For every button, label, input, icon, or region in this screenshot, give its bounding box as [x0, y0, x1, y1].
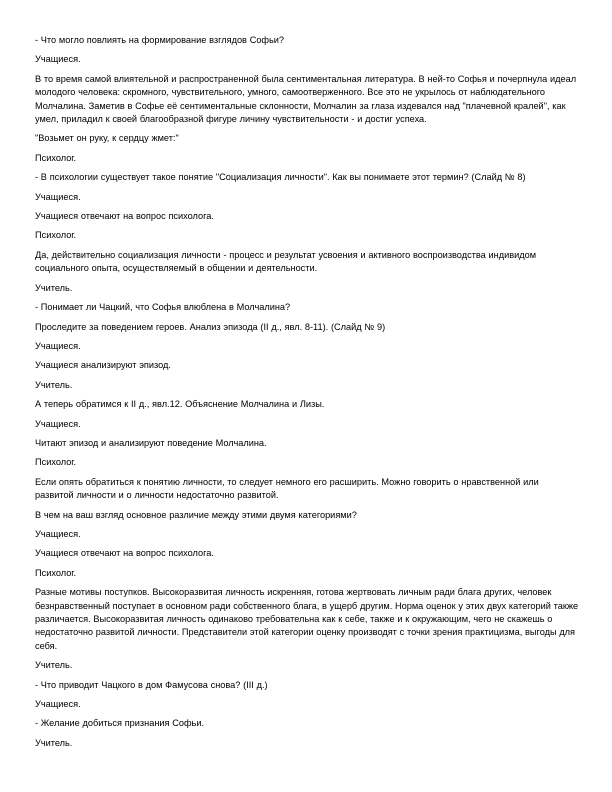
speaker-students: Учащиеся. — [35, 418, 81, 429]
speaker-teacher: Учитель. — [35, 737, 73, 748]
quote-line: "Возьмет он руку, к сердцу жмет:" — [35, 133, 179, 144]
document-body — [35, 34, 580, 756]
speaker-psychologist: Психолог. — [35, 230, 77, 241]
question-chatsky-understands: - Понимает ли Чацкий, что Софья влюблена в Молчалина? — [35, 302, 291, 313]
paragraph-socialization-definition: Да, действительно социализация личности - процесс и результат усвоения и активного воспроизводства индивидом социального опыта, осуществляемый в общении и деятельности. — [35, 249, 537, 274]
question-difference-categories: В чем на ваш взгляд основное различие между этими двумя категориями? — [35, 509, 357, 520]
question-chatsky-returns: - Что приводит Чацкого в дом Фамусова снова? (III д.) — [35, 679, 268, 690]
paragraph-personality-concept: Если опять обратиться к понятию личности, то следует немного его расширить. Можно говорить о нравственной или развитой личности и о личности недостаточно развитой. — [35, 476, 539, 501]
answer-desire-recognition: - Желание добиться признания Софьи. — [35, 718, 205, 729]
speaker-students: Учащиеся. — [35, 191, 81, 202]
instruction-episode-analysis: Проследите за поведением героев. Анализ эпизода (II д., явл. 8-11). (Слайд № 9) — [35, 321, 386, 332]
paragraph-sentimental-literature: В то время самой влиятельной и распространенной была сентиментальная литература. В ней-то Софья и почерпнула идеал молодого человека: скромного, чувствительного, умного, самоотверженного. Все это не укрылось от наблюдательного Молчалина. Заметив в Софье её сентиментальные склонности, Молчалин за глаза издевался над "плачевной кралей", как умел, приладил к своей благообразной фигуре личину чувствительности - и достиг успеха. — [35, 73, 577, 125]
speaker-teacher: Учитель. — [35, 379, 73, 390]
question-socialization: - В психологии существует такое понятие "Социализация личности". Как вы понимаете этот термин? (Слайд № 8) — [35, 172, 526, 183]
students-analyze-note: Учащиеся анализируют эпизод. — [35, 360, 171, 371]
students-answer-note: Учащиеся отвечают на вопрос психолога. — [35, 211, 214, 222]
paragraph-motives-of-actions: Разные мотивы поступков. Высокоразвитая личность искренняя, готова жертвовать личным ради блага других, человек безнравственный поступает в основном ради собственного блага, в ущерб другим. Норма оценок у этих двух категорий также различается. Высокоразвитая личность одинаково требовательна как к себе, также и к окружающим, чего не скажешь о недостаточно развитой личности. Представители этой категории оценку производят с точки зрения практицизма, выгоды для себя. — [35, 587, 579, 651]
speaker-students: Учащиеся. — [35, 340, 81, 351]
students-read-episode-note: Читают эпизод и анализируют поведение Молчалина. — [35, 437, 267, 448]
speaker-psychologist: Психолог. — [35, 567, 77, 578]
speaker-psychologist: Психолог. — [35, 152, 77, 163]
students-answer-note: Учащиеся отвечают на вопрос психолога. — [35, 548, 214, 559]
speaker-teacher: Учитель. — [35, 282, 73, 293]
speaker-students: Учащиеся. — [35, 528, 81, 539]
question-sophia-views: - Что могло повлиять на формирование взглядов Софьи? — [35, 35, 285, 45]
instruction-act-two-scene-twelve: А теперь обратимся к II д., явл.12. Объяснение Молчалина и Лизы. — [35, 399, 325, 410]
speaker-students: Учащиеся. — [35, 54, 81, 65]
speaker-teacher: Учитель. — [35, 660, 73, 671]
speaker-students: Учащиеся. — [35, 699, 81, 710]
speaker-psychologist: Психолог. — [35, 457, 77, 468]
